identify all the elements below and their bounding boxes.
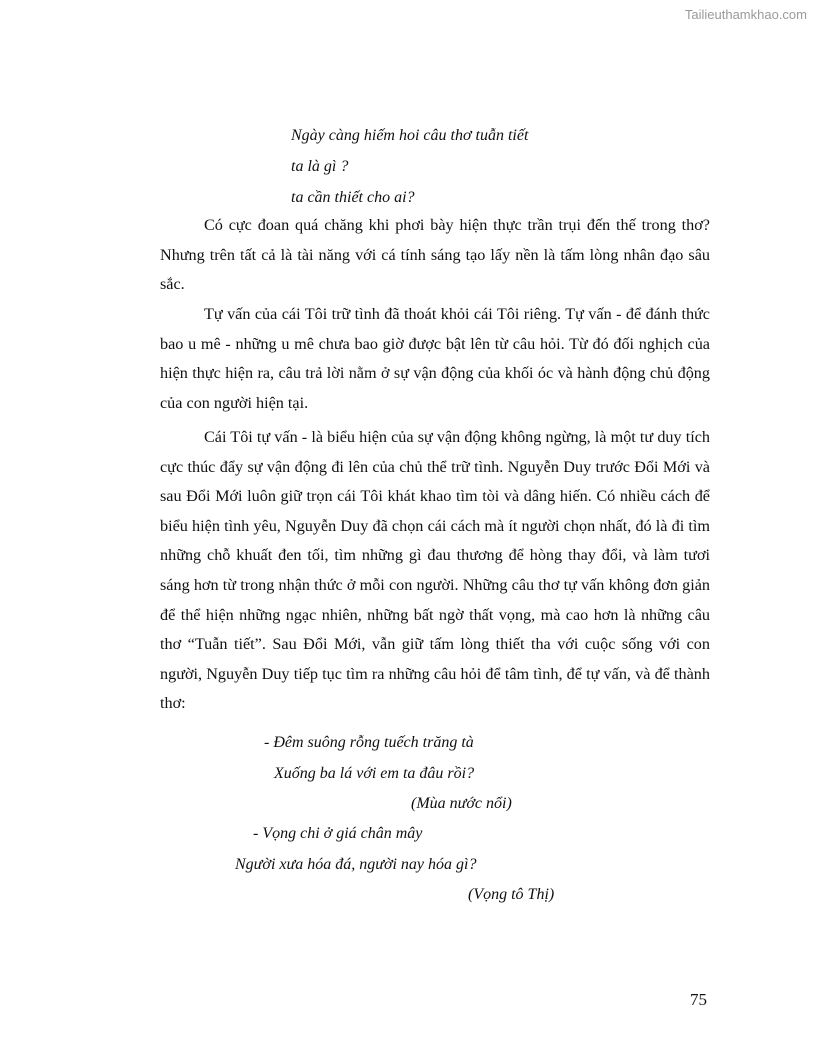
paragraph-2: Tự vấn của cái Tôi trữ tình đã thoát khỏi cái Tôi riêng. Tự vấn - để đánh thức bao u mê - những u mê chưa bao giờ được bật lên từ câu hỏi. Từ đó đối nghịch của hiện thực hiện ra, câu trả lời nằm ở sự vận động của khối óc và hành động chủ động của con người hiện tại. <box>160 305 710 412</box>
poem1-line-1: Ngày càng hiếm hoi câu thơ tuẫn tiết <box>291 127 529 144</box>
poem1-line-3: ta cần thiết cho ai? <box>291 189 415 206</box>
poem3-line-1: - Vọng chi ở giá chân mây <box>253 825 423 842</box>
poem2-source: (Mùa nước nổi) <box>411 795 512 812</box>
poem2-line-2: Xuống ba lá với em ta đâu rồi? <box>274 765 475 782</box>
watermark: Tailieuthamkhao.com <box>684 7 807 22</box>
poem3-line-2: Người xưa hóa đá, người nay hóa gì? <box>235 856 477 873</box>
page-number: 75 <box>690 990 707 1009</box>
paragraph-1: Có cực đoan quá chăng khi phơi bày hiện thực trần trụi đến thế trong thơ? Nhưng trên tất cả là tài năng với cá tính sáng tạo lấy nền là tấm lòng nhân đạo sâu sắc. <box>160 216 710 294</box>
poem1-line-2: ta là gì ? <box>291 158 349 175</box>
poem3-source: (Vọng tô Thị) <box>468 886 555 903</box>
poem2-line-1: - Đêm suông rỗng tuếch trăng tà <box>264 734 474 751</box>
paragraph-3: Cái Tôi tự vấn - là biểu hiện của sự vận động không ngừng, là một tư duy tích cực thúc đẩy sự vận động đi lên của chủ thể trữ tình. Nguyễn Duy trước Đổi Mới và sau Đổi Mới luôn giữ trọn cái Tôi khát khao tìm tòi và dâng hiến. Có nhiều cách để biểu hiện tình yêu, Nguyễn Duy đã chọn cái cách mà ít người chọn nhất, đó là đi tìm những chỗ khuất đen tối, tìm những gì đau thương để hòng thay đổi, và làm tươi sáng hơn từ trong nhận thức ở mỗi con người. Những câu thơ tự vấn không đơn giản để thể hiện những ngạc nhiên, những bất ngờ thất vọng, mà cao hơn là những câu thơ “Tuẫn tiết”. Sau Đổi Mới, vẫn giữ tấm lòng thiết tha với cuộc sống với con người, Nguyễn Duy tiếp tục tìm ra những câu hỏi để tâm tình, để tự vấn, và để thành thơ: <box>160 428 710 713</box>
